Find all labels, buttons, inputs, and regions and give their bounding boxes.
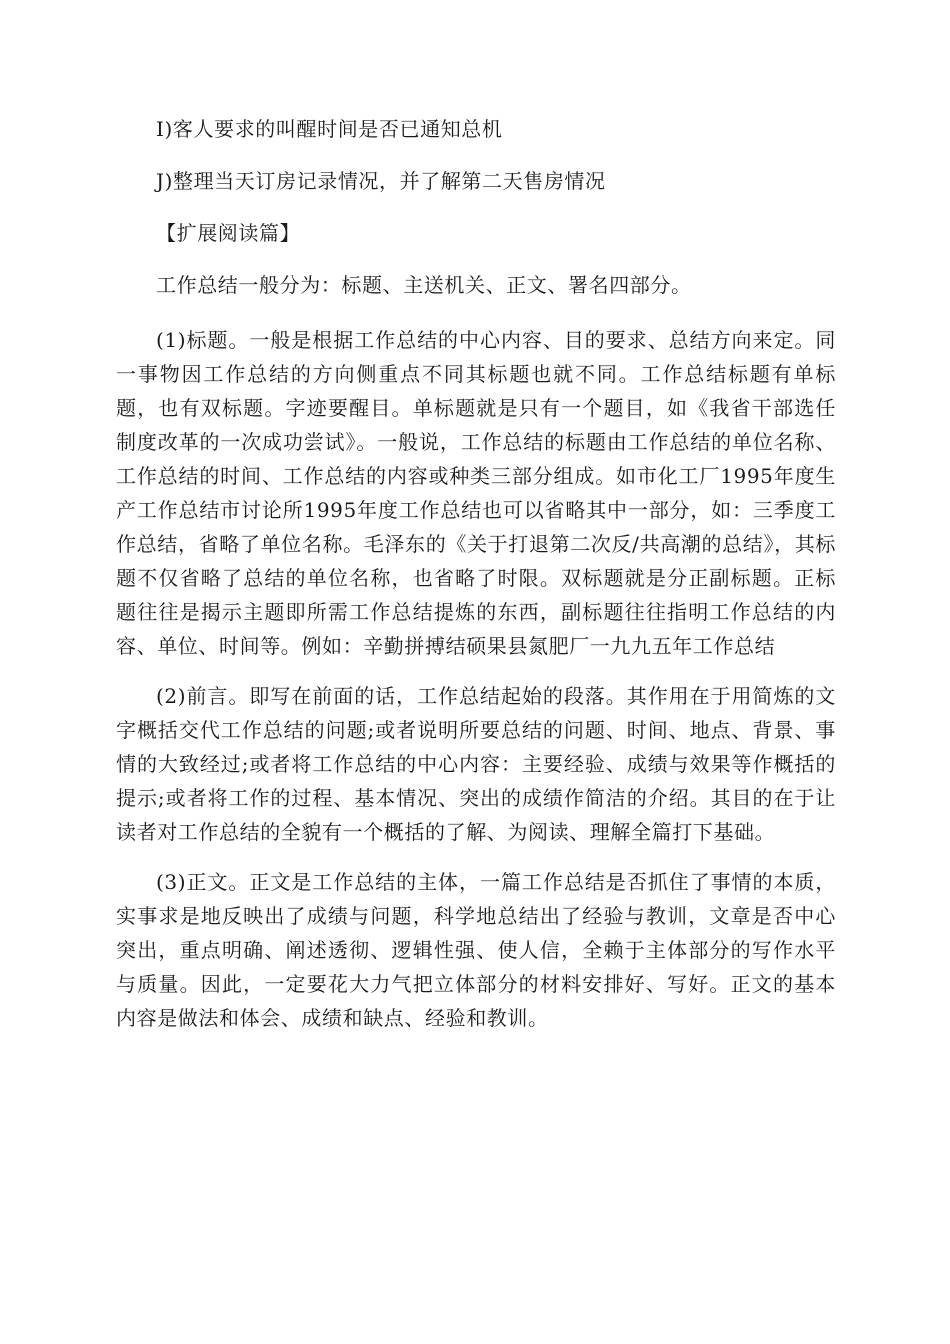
intro-paragraph: 工作总结一般分为：标题、主送机关、正文、署名四部分。: [156, 273, 692, 297]
document-page: [116, 112, 836, 1035]
list-item-i: I)客人要求的叫醒时间是否已通知总机: [156, 117, 503, 141]
list-item-j: J)整理当天订房记录情况，并了解第二天售房情况: [156, 169, 606, 193]
paragraph-title: (1)标题。一般是根据工作总结的中心内容、目的要求、总结方向来定。同一事物因工作总结的方向侧重点不同其标题也就不同。工作总结标题有单标题，也有双标题。字迹要醒目。单标题就是只有一个题目，如《我省干部选任制度改革的一次成功尝试》。一般说，工作总结的标题由工作总结的单位名称、工作总结的时间、工作总结的内容或种类三部分组成。如市化工厂1995年度生产工作总结市讨论所1995年度工作总结也可以省略其中一部分，如：三季度工作总结，省略了单位名称。毛泽东的《关于打退第二次反/共高潮的总结》，其标题不仅省略了总结的单位名称，也省略了时限。双标题就是分正副标题。正标题往往是揭示主题即所需工作总结提炼的东西，副标题往往指明工作总结的内容、单位、时间等。例如：辛勤拼搏结硕果县氮肥厂一九九五年工作总结: [116, 328, 836, 658]
paragraph-preface: (2)前言。即写在前面的话，工作总结起始的段落。其作用在于用简炼的文字概括交代工作总结的问题;或者说明所要总结的问题、时间、地点、背景、事情的大致经过;或者将工作总结的中心内容：主要经验、成绩与效果等作概括的提示;或者将工作的过程、基本情况、突出的成绩作简洁的介绍。其目的在于让读者对工作总结的全貌有一个概括的了解、为阅读、理解全篇打下基础。: [116, 684, 836, 844]
section-heading: 【扩展阅读篇】: [156, 221, 301, 245]
paragraph-body: (3)正文。正文是工作总结的主体，一篇工作总结是否抓住了事情的本质，实事求是地反映出了成绩与问题，科学地总结出了经验与教训，文章是否中心突出，重点明确、阐述透彻、逻辑性强、使人信，全赖于主体部分的写作水平与质量。因此，一定要花大力气把立体部分的材料安排好、写好。正文的基本内容是做法和体会、成绩和缺点、经验和教训。: [116, 870, 836, 1030]
